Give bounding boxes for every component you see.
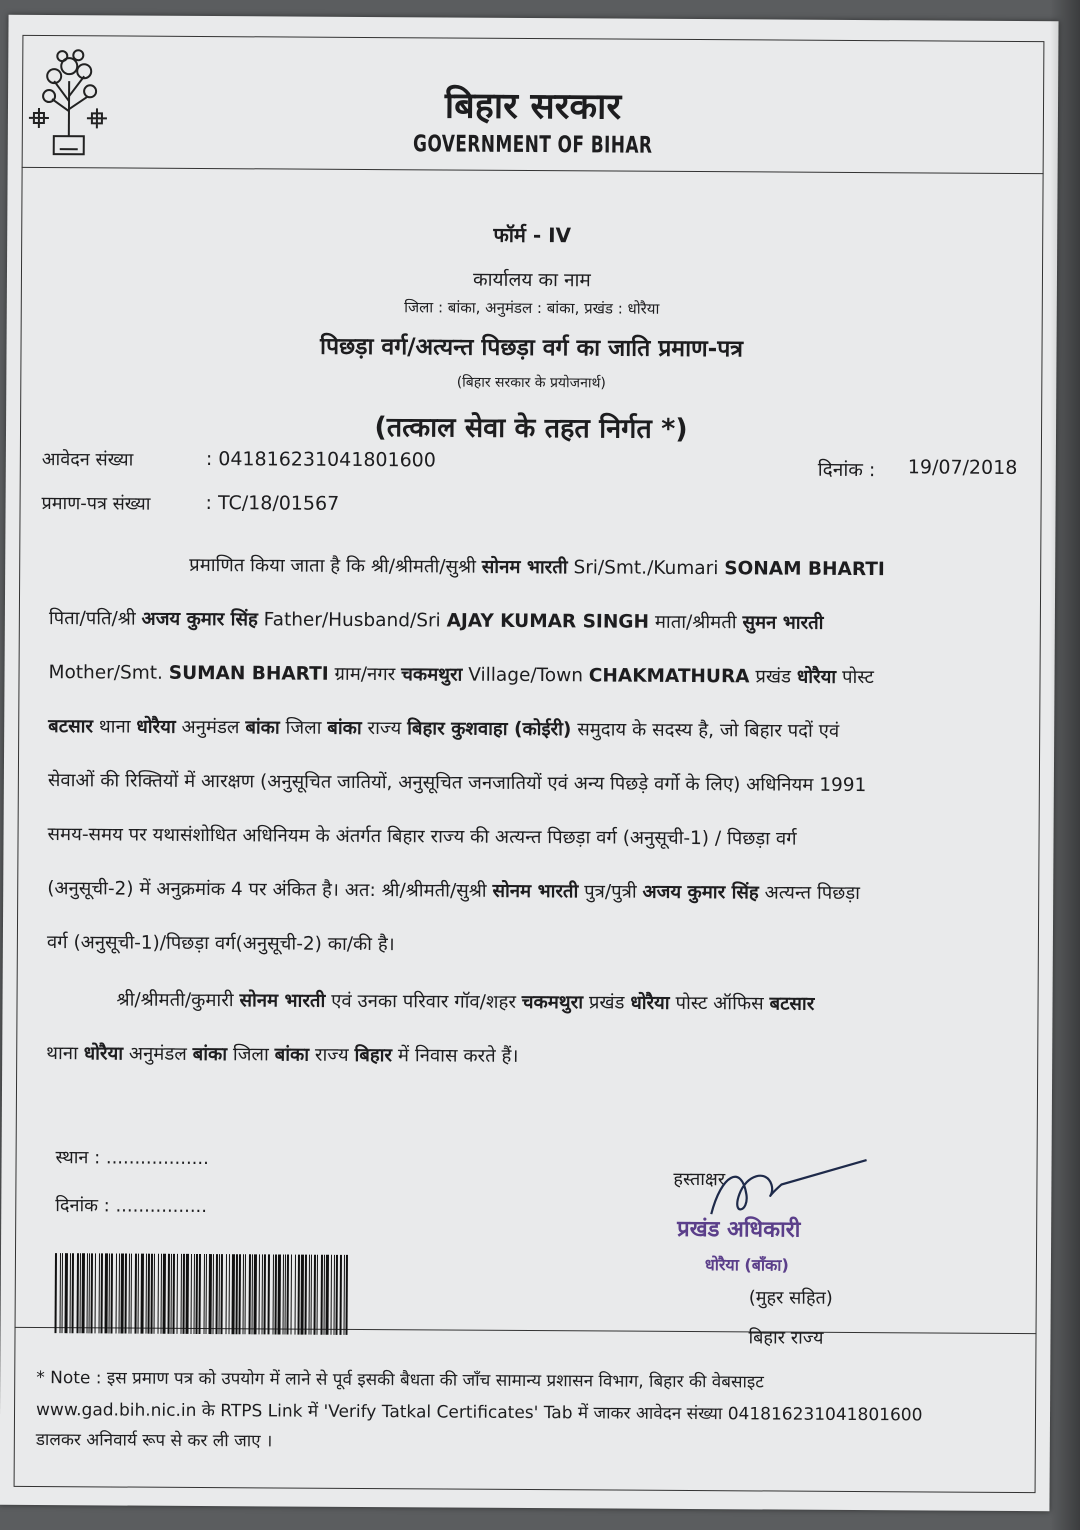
- barcode-bar: [116, 1253, 117, 1333]
- text-span: (अनुसूची-2) में अनुक्रमांक 4 पर अंकित है। अत: श्री/श्रीमती/सुश्री: [47, 878, 493, 902]
- government-title-english: GOVERNMENT OF BIHAR: [413, 131, 653, 159]
- barcode-bar: [346, 1255, 348, 1335]
- subdivision-name: बांका: [192, 1043, 228, 1066]
- application-number-label: आवेदन संख्या: [41, 449, 134, 471]
- date-value: 19/07/2018: [907, 456, 1018, 479]
- barcode: [55, 1253, 419, 1335]
- application-number-value: : 041816231041801600: [205, 448, 436, 472]
- text-span: थाना: [92, 716, 137, 738]
- location-stamp: धोरैया (बाँका): [704, 1255, 789, 1275]
- certificate-paper: [0, 15, 1059, 1511]
- applicant-name-hindi: सोनम भारती: [492, 880, 579, 903]
- barcode-bar: [209, 1254, 212, 1334]
- post-name: बटसार: [769, 993, 815, 1015]
- text-span: पोस्ट ऑफिस: [669, 992, 770, 1015]
- issue-date-field: दिनांक : ................: [55, 1195, 208, 1218]
- barcode-bar: [65, 1253, 68, 1333]
- barcode-bar: [125, 1254, 127, 1334]
- barcode-bar: [62, 1253, 63, 1333]
- tatkal-heading: (तत्काल सेवा के तहत निर्गत *): [374, 412, 688, 445]
- barcode-bar: [268, 1254, 270, 1334]
- barcode-bar: [111, 1253, 113, 1333]
- text-span: थाना: [46, 1043, 84, 1065]
- text-span: राज्य: [361, 717, 408, 740]
- caste-name: बिहार कुशवाहा (कोईरी): [407, 718, 572, 741]
- seal-note: (मुहर सहित): [748, 1287, 833, 1309]
- office-name: कार्यालय का नाम: [472, 268, 591, 292]
- village-hindi: चकमथुरा: [521, 991, 584, 1014]
- text-span: माता/श्रीमती: [648, 611, 743, 634]
- text-span: प्रखंड: [749, 666, 797, 688]
- block-name: धोरैया: [630, 992, 670, 1014]
- barcode-bar: [301, 1255, 304, 1335]
- barcode-bar: [245, 1254, 246, 1334]
- text-span: जिला: [279, 717, 328, 739]
- thana-name: धोरैया: [83, 1043, 124, 1065]
- barcode-bar: [186, 1254, 189, 1334]
- barcode-bar: [95, 1253, 96, 1333]
- date-label: दिनांक :: [817, 458, 876, 482]
- certificate-number-value: : TC/18/01567: [205, 492, 340, 515]
- paragraph-line: [46, 973, 1026, 1033]
- block-name: धोरैया: [796, 666, 837, 688]
- mother-name-english: SUMAN BHARTI: [168, 662, 329, 685]
- certificate-paragraph-1: [47, 538, 1030, 976]
- barcode-bar: [177, 1254, 178, 1334]
- barcode-bar: [254, 1254, 257, 1334]
- barcode-bar: [291, 1255, 292, 1335]
- barcode-bar: [121, 1254, 124, 1334]
- paragraph-line: [46, 1027, 1026, 1087]
- barcode-bar: [317, 1255, 318, 1335]
- text-span: श्री/श्रीमती/कुमारी: [116, 989, 240, 1012]
- text-span: अनुमंडल: [122, 1043, 193, 1065]
- paragraph-line: [48, 700, 1028, 760]
- barcode-bar: [331, 1255, 332, 1335]
- barcode-bar: [72, 1253, 74, 1333]
- district-name: बांका: [274, 1044, 310, 1066]
- paragraph-line: [47, 862, 1027, 922]
- barcode-bar: [199, 1254, 201, 1334]
- barcode-bar: [154, 1254, 155, 1334]
- barcode-bar: [82, 1253, 85, 1333]
- father-name-hindi: अजय कुमार सिंह: [141, 608, 258, 631]
- form-number: फॉर्म - IV: [493, 222, 572, 248]
- note-line-3: डालकर अनिवार्य रूप से कर ली जाए ।: [35, 1430, 273, 1452]
- text-span: अनुमंडल: [175, 716, 246, 739]
- place-field: स्थान : ..................: [55, 1147, 209, 1170]
- barcode-bar: [232, 1254, 235, 1334]
- barcode-bar: [158, 1254, 159, 1334]
- text-span: Father/Husband/Sri: [257, 609, 447, 632]
- certificate-number-label: प्रमाण-पत्र संख्या: [41, 493, 151, 515]
- mother-name-hindi: सुमन भारती: [742, 612, 824, 634]
- text-span: अत्यन्त पिछड़ा: [758, 882, 861, 905]
- barcode-bar: [105, 1253, 108, 1333]
- paragraph-line: [49, 538, 1029, 598]
- village-hindi: चकमथुरा: [401, 664, 463, 686]
- barcode-bar: [226, 1254, 227, 1334]
- certificate-paragraph-2: [46, 973, 1027, 1087]
- subdivision-name: बांका: [245, 717, 280, 739]
- father-name-hindi: अजय कुमार सिंह: [642, 881, 759, 904]
- text-span: Village/Town: [462, 664, 589, 687]
- barcode-bar: [305, 1255, 307, 1335]
- barcode-bar: [101, 1253, 103, 1333]
- barcode-bar: [295, 1255, 296, 1335]
- district-name: बांका: [327, 717, 362, 739]
- barcode-bar: [138, 1254, 139, 1334]
- note-line-2: www.gad.bih.nic.in के RTPS Link में 'Verify Tatkal Certificates' Tab में जाकर आवेदन संख्या 041816231041801600: [35, 1400, 923, 1426]
- applicant-name-hindi: सोनम भारती: [481, 556, 568, 579]
- barcode-bar: [278, 1254, 281, 1334]
- barcode-bar: [311, 1255, 312, 1335]
- text-span: एवं उनका परिवार गॉव/शहर: [325, 990, 522, 1013]
- text-span: राज्य: [308, 1044, 355, 1066]
- barcode-bar: [55, 1253, 57, 1333]
- photo-shadow: [1050, 0, 1080, 1530]
- certificate-title: पिछड़ा वर्ग/अत्यन्त पिछड़ा वर्ग का जाति प्रमाण-पत्र: [319, 333, 744, 363]
- text-span: प्रमाणित किया जाता है कि श्री/श्रीमती/सुश्री: [189, 554, 482, 578]
- text-span: पिता/पति/श्री: [48, 608, 142, 630]
- text-span: Sri/Smt./Kumari: [567, 557, 725, 580]
- signature-label: हस्ताक्षर: [673, 1168, 726, 1191]
- barcode-bar: [287, 1255, 289, 1335]
- applicant-name-english: SONAM BHARTI: [724, 558, 885, 581]
- text-span: प्रखंड: [582, 992, 631, 1014]
- state-label: बिहार राज्य: [748, 1327, 824, 1349]
- village-english: CHAKMATHURA: [588, 665, 750, 688]
- post-name: बटसार: [48, 716, 94, 738]
- barcode-bar: [221, 1254, 223, 1334]
- barcode-bar: [213, 1254, 214, 1334]
- government-title-hindi: बिहार सरकार: [444, 85, 622, 128]
- barcode-bar: [239, 1254, 241, 1334]
- barcode-bar: [326, 1255, 329, 1335]
- text-span: ग्राम/नगर: [328, 663, 402, 686]
- barcode-bar: [264, 1254, 266, 1334]
- thana-name: धोरैया: [136, 716, 176, 738]
- text-span: Mother/Smt.: [48, 662, 169, 684]
- paragraph-line: वर्ग (अनुसूची-1)/पिछड़ा वर्ग(अनुसूची-2) का/की है।: [46, 932, 395, 956]
- text-span: समुदाय के सदस्य है, जो बिहार पदों एवं: [571, 719, 840, 742]
- paragraph-line: सेवाओं की रिक्तियों में आरक्षण (अनुसूचित जातियों, अनुसूचित जनजातियों एवं अन्य पिछड़े वर्गो के लिए) अधिनियम 1991: [47, 770, 867, 797]
- barcode-bar: [206, 1254, 207, 1334]
- paragraph-line: समय-समय पर यथासंशोधित अधिनियम के अंतर्गत बिहार राज्य की अत्यन्त पिछड़ा वर्ग (अनुसूची-1) / पिछड़ा वर्ग: [47, 824, 797, 850]
- text-span: पोस्ट: [836, 666, 874, 689]
- district-line: जिला : बांका, अनुमंडल : बांका, प्रखंड : धोरैया: [404, 298, 660, 318]
- barcode-bar: [229, 1254, 230, 1334]
- barcode-bar: [191, 1254, 192, 1334]
- barcode-bar: [131, 1254, 132, 1334]
- barcode-bar: [340, 1255, 342, 1335]
- officer-stamp: प्रखंड अधिकारी: [677, 1216, 801, 1243]
- paragraph-line: [49, 592, 1029, 652]
- barcode-bar: [336, 1255, 338, 1335]
- barcode-bar: [91, 1253, 93, 1333]
- paragraph-line: [48, 646, 1028, 706]
- text-span: पुत्र/पुत्री: [578, 881, 643, 903]
- barcode-bar: [259, 1254, 260, 1334]
- text-span: जिला: [227, 1044, 275, 1066]
- father-name-english: AJAY KUMAR SINGH: [446, 610, 650, 633]
- state-name: बिहार: [354, 1044, 393, 1067]
- barcode-bar: [173, 1254, 175, 1334]
- text-span: में निवास करते हैं।: [391, 1045, 519, 1067]
- note-line-1: * Note : इस प्रमाण पत्र को उपयोग में लाने से पूर्व इसकी बैधता की जाँच सामान्य प्रशासन विभाग, बिहार की वेबसाइट: [36, 1368, 764, 1393]
- barcode-bar: [163, 1254, 166, 1334]
- applicant-name-hindi: सोनम भारती: [239, 990, 326, 1012]
- barcode-bar: [141, 1254, 144, 1334]
- certificate-purpose: (बिहार सरकार के प्रयोजनार्थ): [456, 374, 606, 392]
